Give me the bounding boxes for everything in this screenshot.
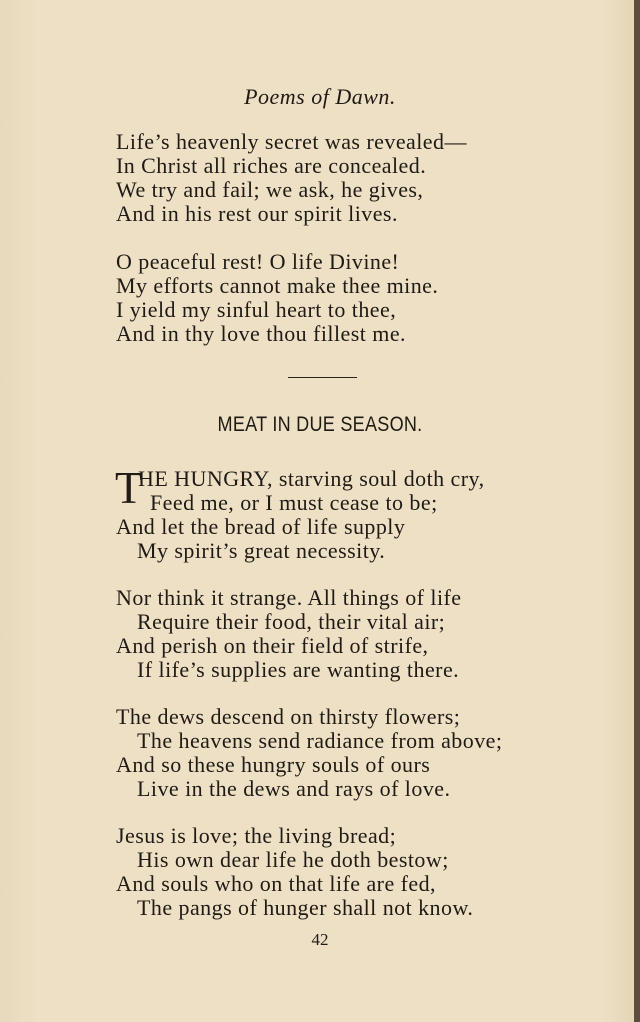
verse-line: The dews descend on thirsty flowers; xyxy=(116,704,461,729)
verse-line: In Christ all riches are concealed. xyxy=(116,153,427,178)
verse-line: And souls who on that life are fed, xyxy=(116,871,437,896)
poem-title: MEAT IN DUE SEASON. xyxy=(217,413,423,436)
verse-line: Require their food, their vital air; xyxy=(137,609,446,634)
verse-line: His own dear life he doth bestow; xyxy=(137,847,449,872)
verse-line: Live in the dews and rays of love. xyxy=(137,776,451,801)
section-divider xyxy=(288,377,357,378)
verse-line: I yield my sinful heart to thee, xyxy=(116,297,397,322)
verse-line: And in his rest our spirit lives. xyxy=(116,201,398,226)
verse-line: If life’s supplies are wanting there. xyxy=(137,657,460,682)
verse-line: The heavens send radiance from above; xyxy=(137,728,503,753)
stanza xyxy=(116,586,586,682)
verse-line: O peaceful rest! O life Divine! xyxy=(116,249,400,274)
verse-line: And so these hungry souls of ours xyxy=(116,752,431,777)
page-number: 42 xyxy=(311,930,329,949)
verse-line: Jesus is love; the living bread; xyxy=(116,823,397,848)
verse-line: And let the bread of life supply xyxy=(116,514,406,539)
verse-line: And in thy love thou fillest me. xyxy=(116,321,406,346)
page-edge-shadow xyxy=(634,0,640,1022)
stanza xyxy=(115,463,586,563)
verse-line: The pangs of hunger shall not know. xyxy=(137,895,474,920)
verse-line: And perish on their field of strife, xyxy=(116,633,429,658)
verse-line: HE HUNGRY, starving soul doth cry, xyxy=(138,466,485,491)
stanza xyxy=(116,130,586,226)
verse-line: Feed me, or I must cease to be; xyxy=(150,490,438,515)
verse-line: Nor think it strange. All things of life xyxy=(116,585,462,610)
stanza xyxy=(116,824,586,920)
running-head: Poems of Dawn. xyxy=(244,84,396,109)
verse-line: We try and fail; we ask, he gives, xyxy=(116,177,424,202)
verse-line: My spirit’s great necessity. xyxy=(137,538,386,563)
verse-line: Life’s heavenly secret was revealed— xyxy=(116,129,467,154)
stanza xyxy=(116,705,586,801)
stanza xyxy=(116,250,586,346)
verse-line: My efforts cannot make thee mine. xyxy=(116,273,439,298)
drop-cap: T xyxy=(115,463,143,513)
